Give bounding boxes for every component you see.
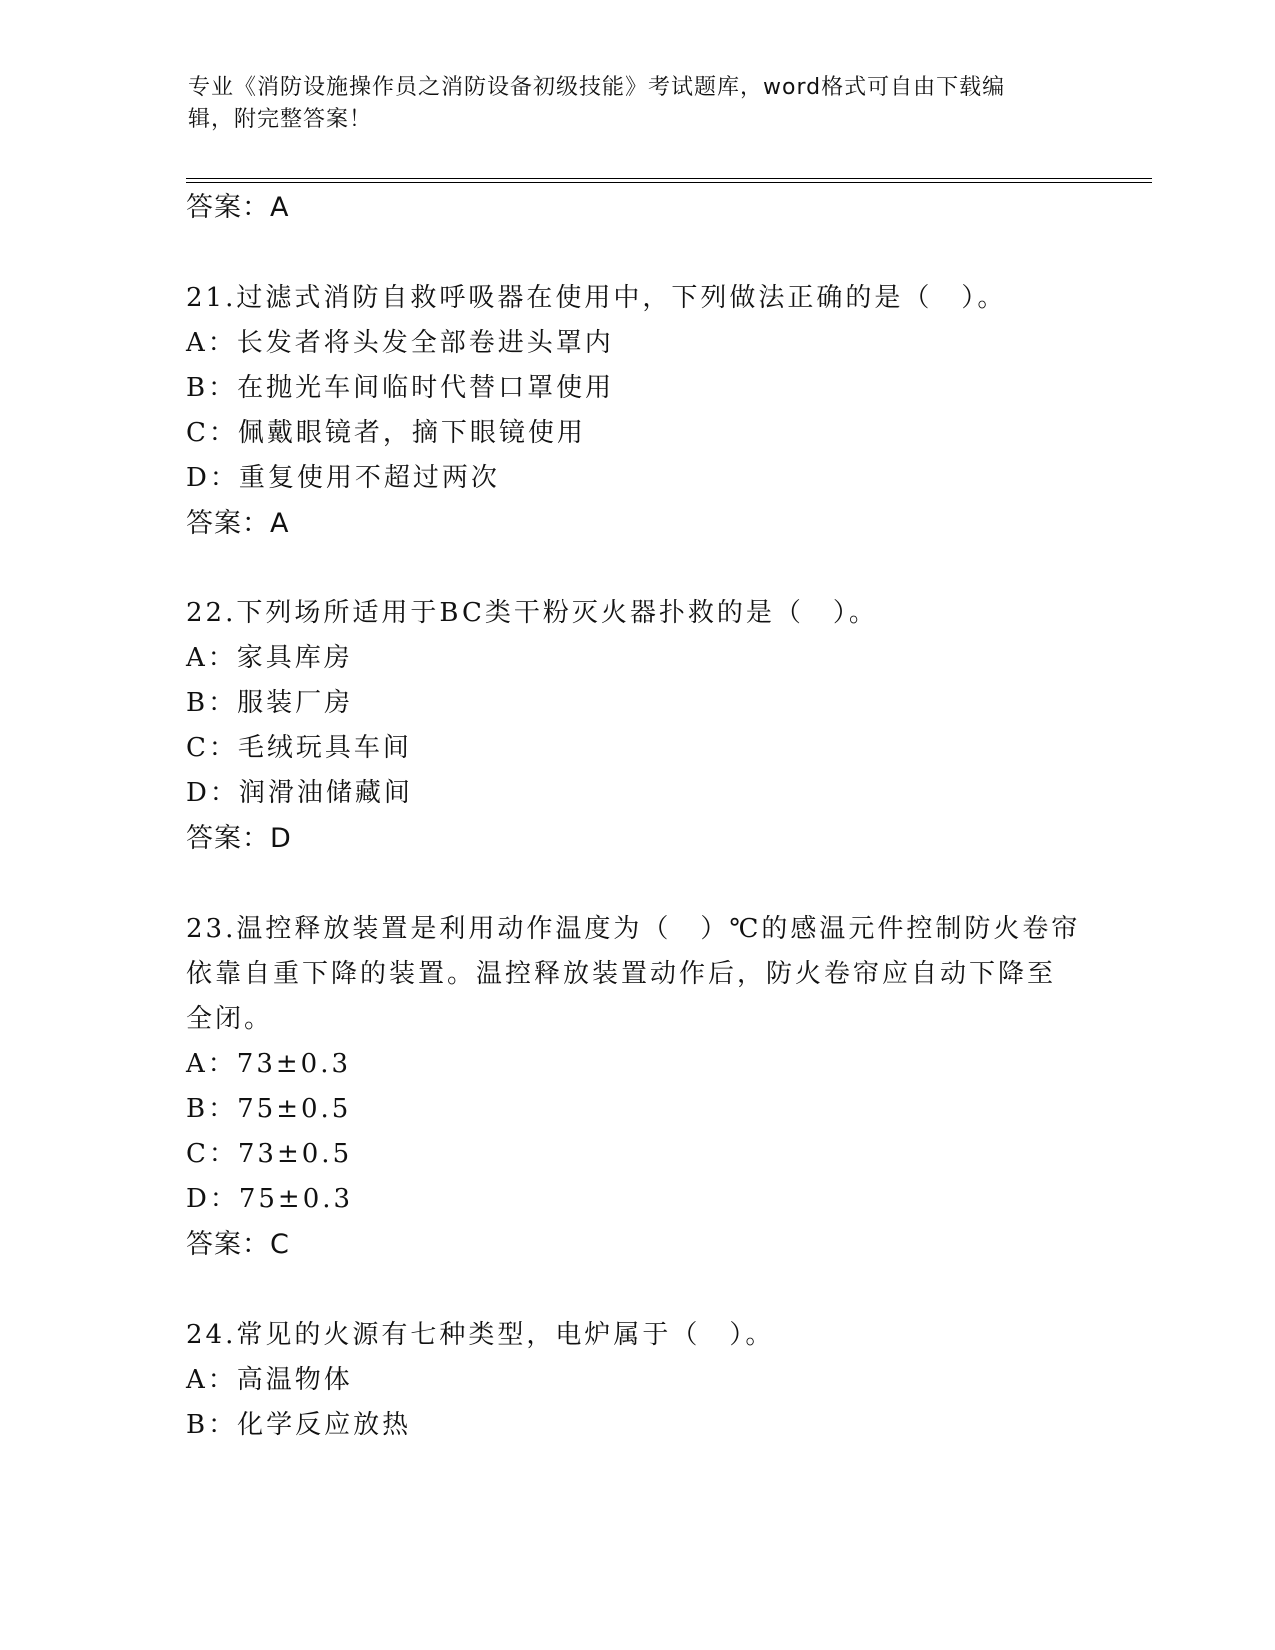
q22-option-d: D：润滑油储藏间 [186,778,413,808]
q21-option-a: A：长发者将头发全部卷进头罩内 [186,328,614,358]
q21-option-b: B：在抛光车间临时代替口罩使用 [186,373,615,403]
q21-option-d: D：重复使用不超过两次 [186,463,500,493]
q23-option-b: B：75±0.5 [186,1094,352,1124]
q24-option-a: A：高温物体 [186,1365,353,1395]
q23-option-d: D：75±0.3 [186,1184,354,1214]
q22-answer: 答案：D [186,823,292,854]
q22-option-a: A：家具库房 [186,643,353,673]
header-line-1: 专业《消防设施操作员之消防设备初级技能》考试题库，word格式可自由下载编 [188,75,1006,100]
q23-answer: 答案：C [186,1229,290,1260]
q24-stem: 24.常见的火源有七种类型，电炉属于（ ）。 [186,1320,775,1350]
q22-stem: 22.下列场所适用于BC类干粉灭火器扑救的是（ ）。 [186,598,878,628]
q21-stem: 21.过滤式消防自救呼吸器在使用中，下列做法正确的是（ ）。 [186,283,1007,313]
header-divider-top [186,178,1152,179]
q24-option-b: B：化学反应放热 [186,1410,412,1440]
q23-option-c: C：73±0.5 [186,1139,353,1169]
q23-stem-line-1: 23.温控释放装置是利用动作温度为（ ）℃的感温元件控制防火卷帘 [186,914,1081,944]
q23-stem-line-2: 依靠自重下降的装置。温控释放装置动作后，防火卷帘应自动下降至 [186,959,1057,989]
document-header [188,72,1068,136]
q21-answer: 答案：A [186,508,290,539]
q23-stem-line-3: 全闭。 [186,1004,274,1034]
header-divider-bottom [186,182,1152,183]
header-line-2: 辑，附完整答案！ [188,107,373,132]
q22-option-c: C：毛绒玩具车间 [186,733,412,763]
q21-option-c: C：佩戴眼镜者，摘下眼镜使用 [186,418,586,448]
q22-option-b: B：服装厂房 [186,688,354,718]
previous-answer: 答案：A [186,192,290,223]
q23-option-a: A：73±0.3 [186,1049,351,1079]
